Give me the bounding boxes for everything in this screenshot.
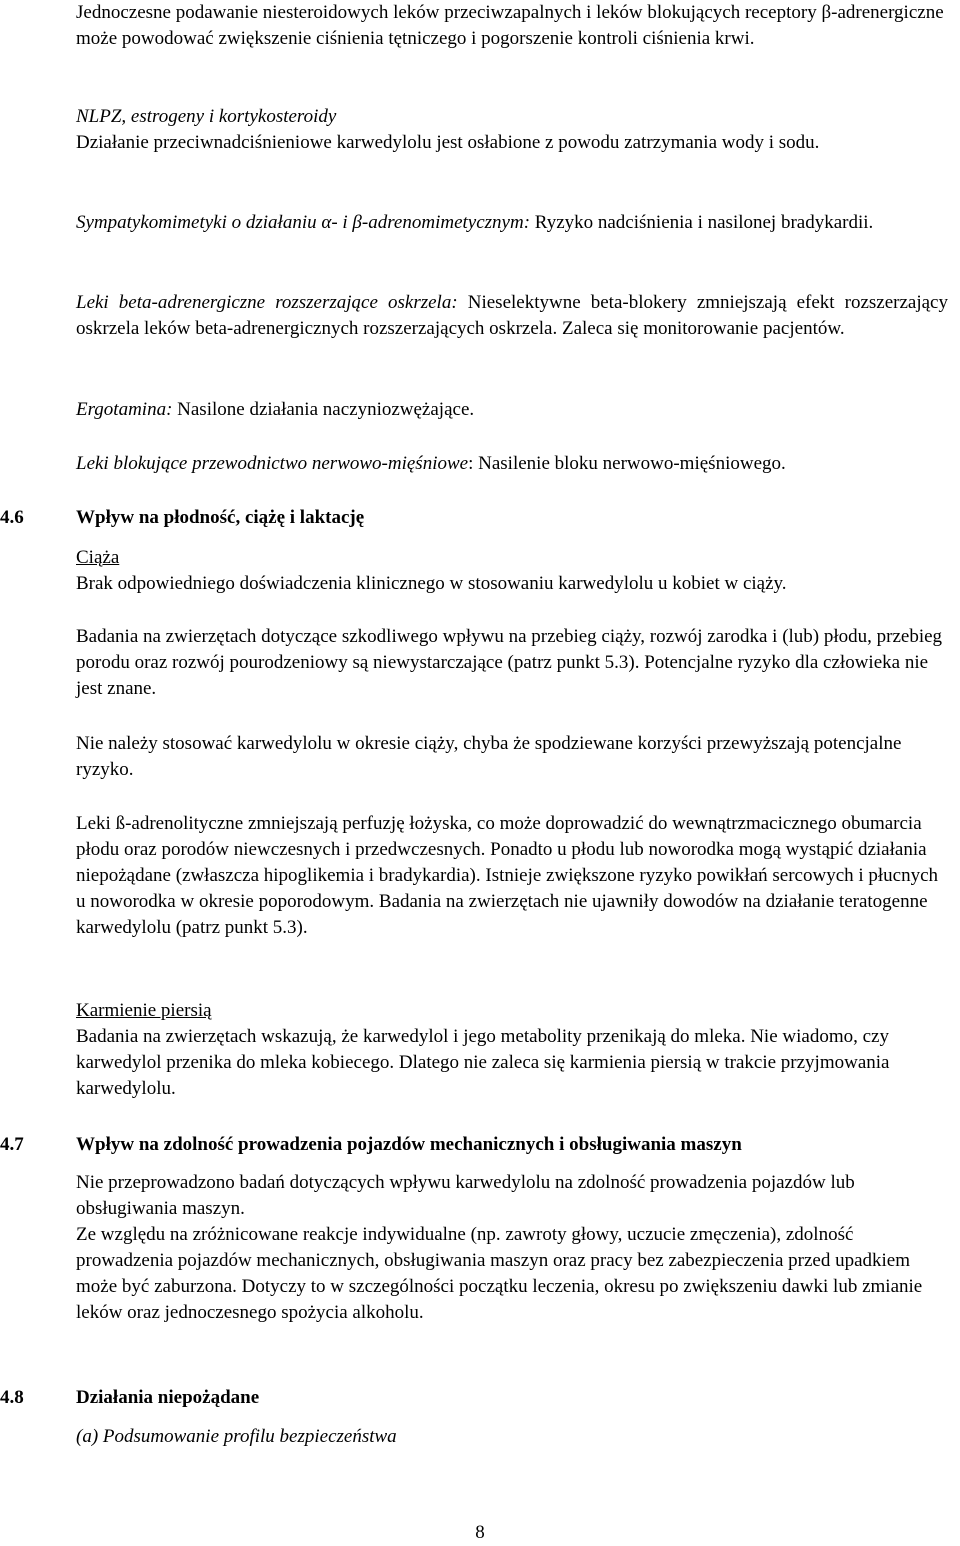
safety-profile-subheading: (a) Podsumowanie profilu bezpieczeństwa: [76, 1426, 397, 1447]
pregnancy-paragraph-1: Brak odpowiedniego doświadczenia klinicznego w stosowaniu karwedylolu u kobiet w ciąży.: [76, 573, 787, 594]
nlpz-paragraph: Działanie przeciwnadciśnieniowe karwedylolu jest osłabione z powodu zatrzymania wody i sodu.: [76, 132, 820, 153]
section-4-8-title: Działania niepożądane: [76, 1387, 260, 1408]
section-4-8-number: 4.8: [0, 1387, 24, 1408]
sympathomimetics-paragraph: [76, 210, 948, 236]
nmb-paragraph: [76, 451, 948, 477]
page-number: 8: [475, 1522, 485, 1543]
sympathomimetics-text: Ryzyko nadciśnienia i nasilonej bradykardii.: [530, 212, 874, 233]
driving-paragraph-2: Ze względu na zróżnicowane reakcje indywidualne (np. zawroty głowy, uczucie zmęczenia), zdolność prowadzenia pojazdów mechanicznych, obsługiwania maszyn oraz pracy bez zabezpieczenia przed upadkiem może być zaburzona. Dotyczy to w szczególności początku leczenia, okresu po zwiększeniu dawki lub zmianie leków oraz jednoczesnego spożycia alkoholu.: [76, 1224, 923, 1323]
section-4-6-number: 4.6: [0, 507, 24, 528]
section-4-6-title: Wpływ na płodność, ciążę i laktację: [76, 507, 365, 528]
bronchodilators-text: Nieselektywne beta-blokery zmniejszają efekt rozszerzający oskrzela leków beta-adrenergicznych rozszerzających oskrzela. Zaleca się monitorowanie pacjentów.: [76, 292, 948, 339]
pregnancy-heading: Ciąża: [76, 547, 120, 568]
nmb-label: Leki blokujące przewodnictwo nerwowo-mięśniowe: [76, 453, 469, 474]
driving-paragraph-1: Nie przeprowadzono badań dotyczących wpływu karwedylolu na zdolność prowadzenia pojazdów lub obsługiwania maszyn.: [76, 1172, 855, 1219]
section-4-7-title: Wpływ na zdolność prowadzenia pojazdów mechanicznych i obsługiwania maszyn: [76, 1134, 742, 1155]
ergotamine-paragraph: [76, 397, 948, 423]
breastfeeding-paragraph: Badania na zwierzętach wskazują, że karwedylol i jego metabolity przenikają do mleka. Nie wiadomo, czy karwedylol przenika do mleka kobiecego. Dlatego nie zaleca się karmienia piersią w trakcie przyjmowania karwedylolu.: [76, 1026, 890, 1099]
section-4-7-number: 4.7: [0, 1134, 24, 1155]
pregnancy-paragraph-3: Nie należy stosować karwedylolu w okresie ciąży, chyba że spodziewane korzyści przewyższają potencjalne ryzyko.: [76, 733, 902, 780]
ergotamine-label: Ergotamina:: [76, 399, 173, 420]
nsaid-beta-paragraph: Jednoczesne podawanie niesteroidowych leków przeciwzapalnych i leków blokujących receptory β-adrenergiczne może powodować zwiększenie ciśnienia tętniczego i pogorszenie kontroli ciśnienia krwi.: [76, 2, 944, 49]
nlpz-heading: NLPZ, estrogeny i kortykosteroidy: [76, 106, 337, 127]
nmb-text: : Nasilenie bloku nerwowo-mięśniowego.: [468, 453, 786, 474]
pregnancy-paragraph-4: Leki ß-adrenolityczne zmniejszają perfuzję łożyska, co może doprowadzić do wewnątrzmacicznego obumarcia płodu oraz porodów niewczesnych i przedwczesnych. Ponadto u płodu lub noworodka mogą wystąpić działania niepożądane (zwłaszcza hipoglikemia i bradykardia). Istnieje zwiększone ryzyko powikłań sercowych i płucnych u noworodka w okresie poporodowym. Badania na zwierzętach nie ujawniły dowodów na działanie teratogenne karwedylolu (patrz punkt 5.3).: [76, 813, 939, 938]
bronchodilators-label: Leki beta-adrenergiczne rozszerzające oskrzela:: [76, 292, 458, 313]
breastfeeding-heading: Karmienie piersią: [76, 1000, 212, 1021]
pregnancy-paragraph-2: Badania na zwierzętach dotyczące szkodliwego wpływu na przebieg ciąży, rozwój zarodka i (lub) płodu, przebieg porodu oraz rozwój pourodzeniowy są niewystarczające (patrz punkt 5.3). Potencjalne ryzyko dla człowieka nie jest znane.: [76, 626, 943, 699]
bronchodilators-paragraph: [76, 290, 948, 342]
sympathomimetics-label: Sympatykomimetyki o działaniu α- i β-adrenomimetycznym:: [76, 212, 531, 233]
ergotamine-text: Nasilone działania naczyniozwężające.: [172, 399, 475, 420]
